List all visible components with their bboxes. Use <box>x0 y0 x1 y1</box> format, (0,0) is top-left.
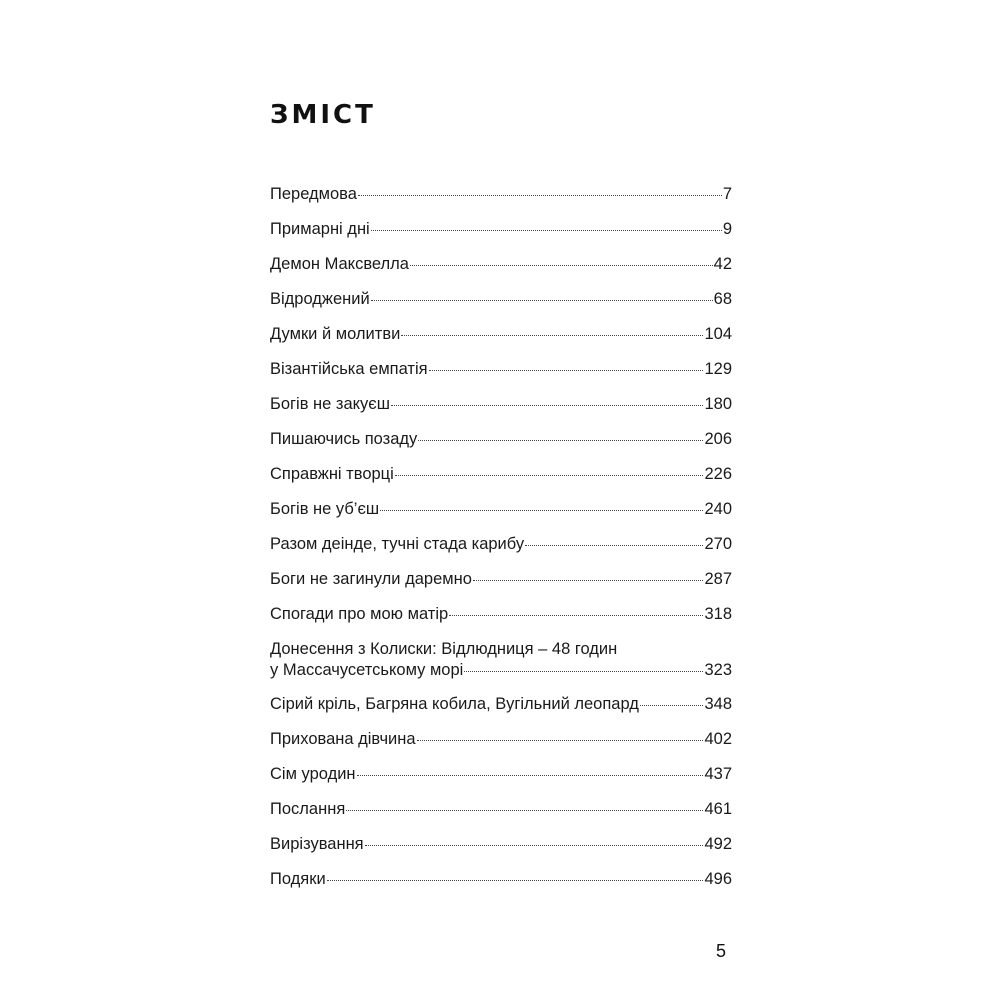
toc-entry-page: 287 <box>704 570 732 588</box>
dot-leader <box>410 265 713 266</box>
dot-leader <box>418 440 703 441</box>
toc-entry-page: 68 <box>713 290 732 308</box>
toc-entry-title: Подяки <box>270 870 326 888</box>
toc-entry-title: Візантійська емпатія <box>270 360 428 378</box>
toc-entry-page: 437 <box>704 765 732 783</box>
toc-entry-title: Прихована дівчина <box>270 730 416 748</box>
toc-entry-preface[interactable] <box>270 184 732 205</box>
toc-entry[interactable] <box>270 604 732 625</box>
toc-entry-page: 492 <box>704 835 732 853</box>
toc-entry[interactable] <box>270 869 732 890</box>
toc-entry-title: Відроджений <box>270 290 370 308</box>
toc-entry-page: 9 <box>722 220 732 238</box>
page-number: 5 <box>716 941 727 961</box>
dot-leader <box>429 370 704 371</box>
toc-entry-title: Сім уродин <box>270 765 356 783</box>
toc-entry-title: Спогади про мою матір <box>270 605 449 623</box>
toc-entry-title: Примарні дні <box>270 220 370 238</box>
toc-entry-page: 7 <box>722 185 732 203</box>
page-title: ЗМІСТ <box>270 100 376 130</box>
toc-entry-title-line2: у Массачусетському морі <box>270 661 464 679</box>
toc-entry-title: Пишаючись позаду <box>270 430 418 448</box>
toc-entry-page: 226 <box>704 465 732 483</box>
toc-entry-title: Богів не закуєш <box>270 395 390 413</box>
toc-entry-title: Передмова <box>270 185 357 203</box>
toc-entry[interactable] <box>270 799 732 820</box>
toc-entry-page: 240 <box>704 500 732 518</box>
toc-entry-page: 402 <box>704 730 732 748</box>
toc-entry[interactable] <box>270 359 732 380</box>
dot-leader <box>365 845 704 846</box>
dot-leader <box>357 775 704 776</box>
toc-entry-title: Справжні творці <box>270 465 394 483</box>
toc-entry-title: Боги не загинули даремно <box>270 570 472 588</box>
toc-entry[interactable] <box>270 429 732 450</box>
dot-leader <box>395 475 704 476</box>
dot-leader <box>449 615 703 616</box>
toc-entry[interactable] <box>270 324 732 345</box>
toc-entry-title: Разом деінде, тучні стада карибу <box>270 535 525 553</box>
toc-entry-page: 206 <box>704 430 732 448</box>
toc-entry[interactable] <box>270 219 732 240</box>
dot-leader <box>371 300 713 301</box>
toc-entry[interactable] <box>270 694 732 715</box>
toc-entry-title: Думки й молитви <box>270 325 401 343</box>
toc-entry-title: Сірий кріль, Багряна кобила, Вугільний леопард <box>270 695 639 713</box>
toc-entry-title: Богів не уб’єш <box>270 500 380 518</box>
dot-leader <box>327 880 704 881</box>
dot-leader <box>464 671 703 672</box>
dot-leader <box>417 740 704 741</box>
dot-leader <box>358 195 722 196</box>
toc-entry-title: Вирізування <box>270 835 364 853</box>
dot-leader <box>525 545 703 546</box>
toc-entry-page: 42 <box>713 255 732 273</box>
toc-entry-page: 318 <box>704 605 732 623</box>
toc-entry-page: 180 <box>704 395 732 413</box>
toc-entry[interactable] <box>270 534 732 555</box>
toc-entry[interactable] <box>270 289 732 310</box>
toc-entry[interactable] <box>270 254 732 275</box>
toc-entry-title-line1: Донесення з Колиски: Відлюдниця – 48 годин <box>270 640 618 658</box>
dot-leader <box>391 405 704 406</box>
toc-entry[interactable] <box>270 764 732 785</box>
toc-entry-title: Послання <box>270 800 346 818</box>
toc-entry[interactable] <box>270 499 732 520</box>
dot-leader <box>380 510 703 511</box>
toc-entry-page: 104 <box>704 325 732 343</box>
toc-entry-page: 496 <box>704 870 732 888</box>
toc-entry-page: 129 <box>704 360 732 378</box>
toc-entry-page: 323 <box>704 661 732 679</box>
toc-entry[interactable] <box>270 464 732 485</box>
toc-entry[interactable] <box>270 394 732 415</box>
toc-entry-page: 270 <box>704 535 732 553</box>
dot-leader <box>473 580 704 581</box>
toc-entry[interactable] <box>270 729 732 750</box>
dot-leader <box>401 335 703 336</box>
toc-entry-multiline[interactable] <box>270 639 732 681</box>
toc-entry[interactable] <box>270 569 732 590</box>
table-of-contents <box>270 184 732 904</box>
dot-leader <box>371 230 722 231</box>
toc-entry-page: 461 <box>704 800 732 818</box>
dot-leader <box>640 705 704 706</box>
toc-entry-title: Демон Максвелла <box>270 255 409 273</box>
toc-entry-page: 348 <box>704 695 732 713</box>
toc-entry[interactable] <box>270 834 732 855</box>
dot-leader <box>346 810 703 811</box>
